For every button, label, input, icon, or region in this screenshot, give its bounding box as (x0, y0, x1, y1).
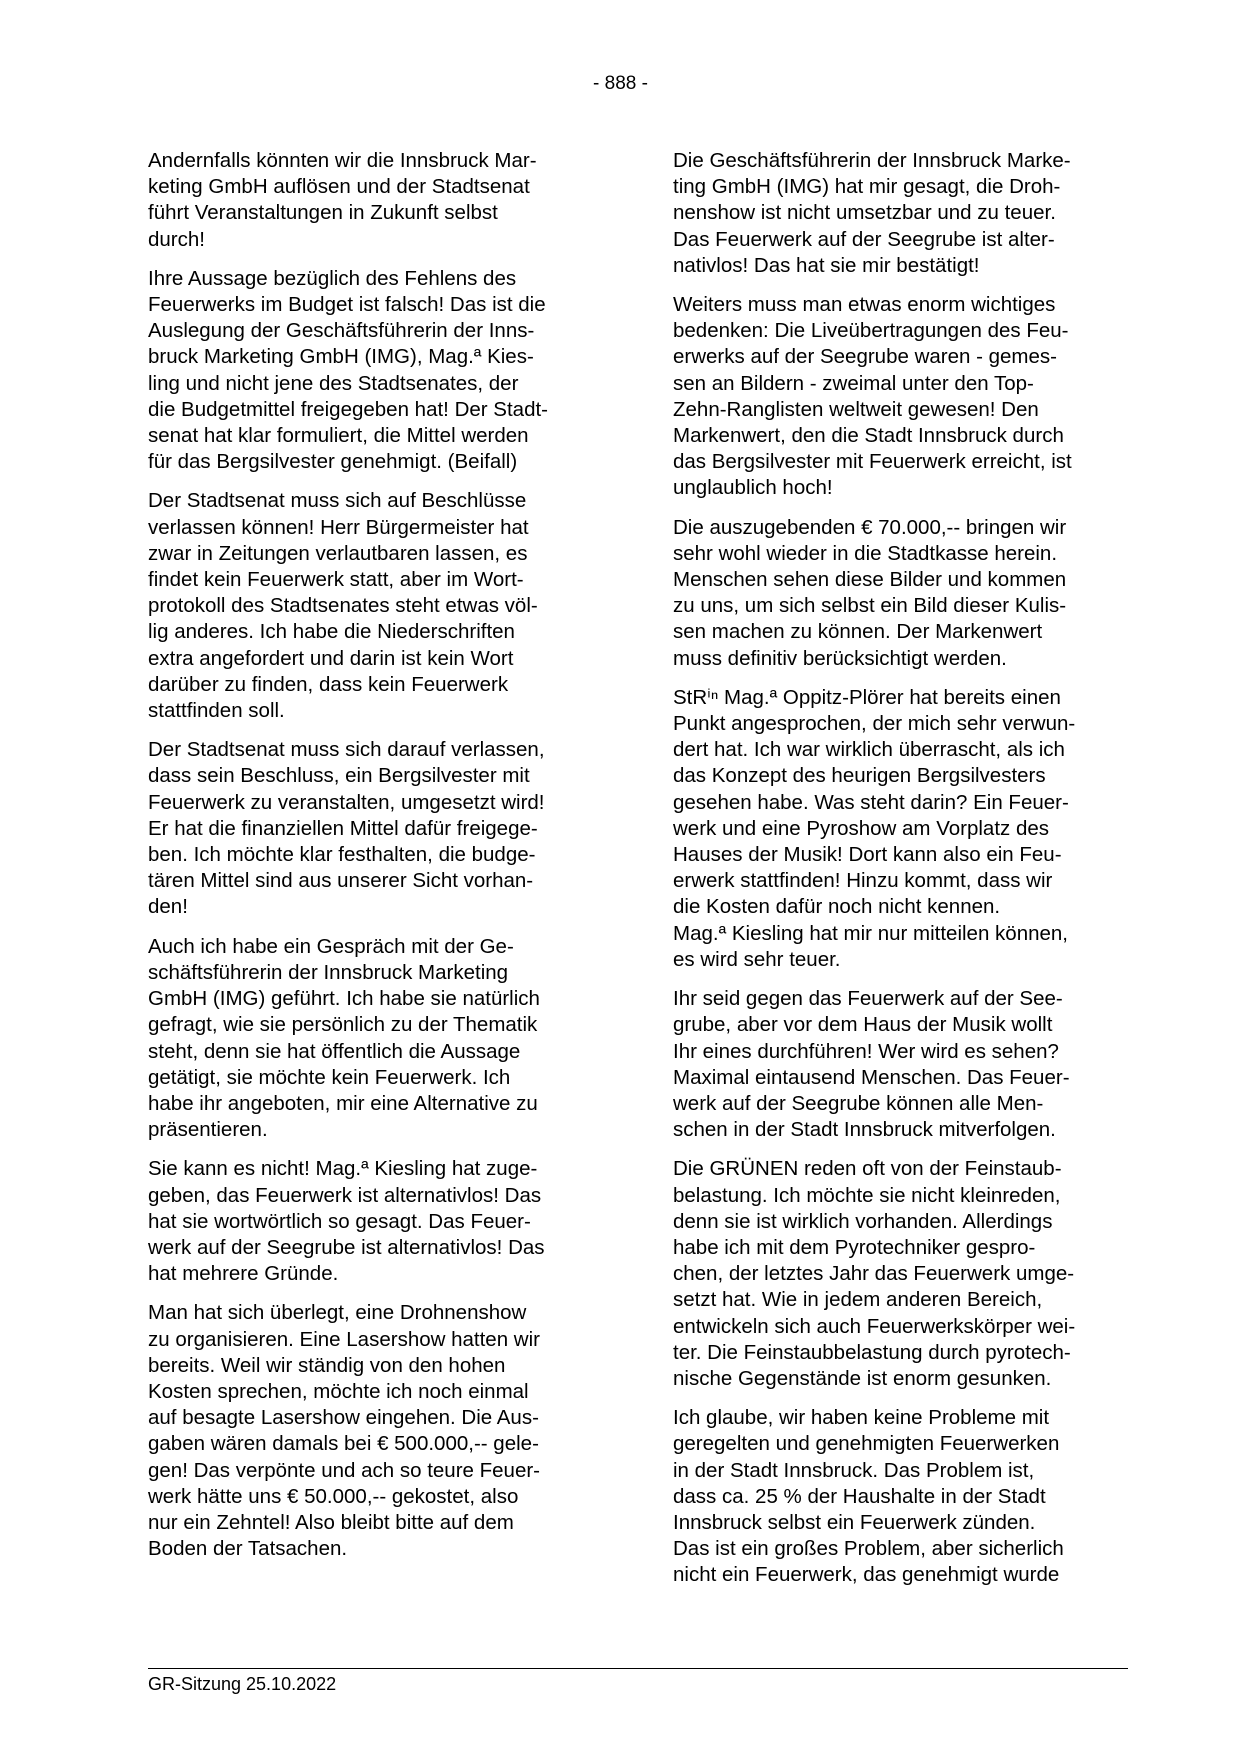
paragraph (148, 266, 596, 476)
text-line: schen in der Stadt Innsbruck mitverfolgen. (673, 1118, 1056, 1142)
text-line: sehr wohl wieder in die Stadtkasse herein. (673, 541, 1058, 565)
text-line: verlassen können! Herr Bürgermeister hat (148, 515, 529, 539)
text-line: schäftsführerin der Innsbruck Marketing (148, 960, 509, 984)
paragraph (148, 934, 596, 1144)
text-line: führt Veranstaltungen in Zukunft selbst (148, 201, 498, 225)
text-line: gefragt, wie sie persönlich zu der Thematik (148, 1013, 538, 1037)
text-line: senat hat klar formuliert, die Mittel werden (148, 424, 529, 448)
text-line: Das ist ein großes Problem, aber sicherlich (673, 1537, 1064, 1561)
text-line: belastung. Ich möchte sie nicht kleinreden, (673, 1183, 1061, 1207)
text-line: extra angefordert und darin ist kein Wort (148, 646, 514, 670)
paragraph (673, 986, 1121, 1143)
paragraph (673, 1156, 1121, 1392)
text-line: werk hätte uns € 50.000,-- gekostet, also (148, 1484, 519, 1508)
text-line: Menschen sehen diese Bilder und kommen (673, 568, 1067, 592)
text-line: bedenken: Die Liveübertragungen des Feu- (673, 319, 1069, 343)
text-line: entwickeln sich auch Feuerwerkskörper wei- (673, 1314, 1076, 1338)
text-line: Innsbruck selbst ein Feuerwerk zünden. (673, 1510, 1036, 1534)
text-line: ben. Ich möchte klar festhalten, die budge- (148, 843, 536, 867)
text-line: Er hat die finanziellen Mittel dafür freigege- (148, 816, 538, 840)
text-line: Andernfalls könnten wir die Innsbruck Mar- (148, 149, 537, 172)
text-line: die Budgetmittel freigegeben hat! Der Stadt- (148, 397, 548, 421)
paragraph (148, 1156, 596, 1287)
text-line: tären Mittel sind aus unserer Sicht vorhan- (148, 869, 534, 893)
text-line: die Kosten dafür noch nicht kennen. (673, 895, 1001, 919)
footer-divider (148, 1668, 1128, 1669)
text-line: werk auf der Seegrube ist alternativlos! Das (148, 1235, 545, 1259)
text-line: erwerks auf der Seegrube waren - gemes- (673, 345, 1057, 369)
paragraph (673, 292, 1121, 502)
text-line: bruck Marketing GmbH (IMG), Mag.ª Kies- (148, 345, 534, 369)
text-line: es wird sehr teuer. (673, 947, 841, 971)
text-line: sen machen zu können. Der Markenwert (673, 620, 1043, 644)
text-line: dert hat. Ich war wirklich überrascht, als ich (673, 738, 1065, 762)
footer-session-date: GR-Sitzung 25.10.2022 (148, 1674, 337, 1694)
text-line: setzt hat. Wie in jedem anderen Bereich, (673, 1288, 1043, 1312)
text-line: Ihre Aussage bezüglich des Fehlens des (148, 266, 517, 290)
text-line: keting GmbH auflösen und der Stadtsenat (148, 175, 530, 199)
text-line: Feuerwerks im Budget ist falsch! Das ist die (148, 293, 546, 317)
text-line: grube, aber vor dem Haus der Musik wollt (673, 1013, 1053, 1037)
text-line: lig anderes. Ich habe die Niederschriften (148, 620, 515, 644)
paragraph (148, 1300, 596, 1562)
text-line: nenshow ist nicht umsetzbar und zu teuer. (673, 201, 1056, 225)
paragraph (148, 148, 596, 253)
text-line: denn sie ist wirklich vorhanden. Allerdings (673, 1209, 1053, 1233)
text-line: Punkt angesprochen, der mich sehr verwun- (673, 712, 1076, 736)
text-line: zwar in Zeitungen verlautbaren lassen, es (148, 541, 528, 565)
text-line: gaben wären damals bei € 500.000,-- gele- (148, 1432, 539, 1456)
text-line: Markenwert, den die Stadt Innsbruck durch (673, 424, 1064, 448)
text-line: den! (148, 895, 188, 919)
paragraph (673, 148, 1121, 279)
text-line: Das Feuerwerk auf der Seegrube ist alter- (673, 227, 1055, 251)
text-line: Auch ich habe ein Gespräch mit der Ge- (148, 934, 514, 958)
text-line: darüber zu finden, dass kein Feuerwerk (148, 672, 509, 696)
text-line: unglaublich hoch! (673, 476, 833, 500)
text-line: getätigt, sie möchte kein Feuerwerk. Ich (148, 1065, 511, 1089)
text-line: ting GmbH (IMG) hat mir gesagt, die Droh- (673, 175, 1061, 199)
text-line: das Bergsilvester mit Feuerwerk erreicht, ist (673, 450, 1072, 474)
text-line: geben, das Feuerwerk ist alternativlos! Das (148, 1183, 542, 1207)
text-line: hat mehrere Gründe. (148, 1262, 339, 1286)
text-line: in der Stadt Innsbruck. Das Problem ist, (673, 1458, 1035, 1482)
text-line: findet kein Feuerwerk statt, aber im Wort- (148, 568, 524, 592)
text-line: dass ca. 25 % der Haushalte in der Stadt (673, 1484, 1046, 1508)
text-line: nativlos! Das hat sie mir bestätigt! (673, 253, 980, 277)
text-line: das Konzept des heurigen Bergsilvesters (673, 764, 1046, 788)
paragraph (148, 737, 596, 920)
paragraph (148, 488, 596, 724)
text-line: geregelten und genehmigten Feuerwerken (673, 1432, 1060, 1456)
paragraph (673, 515, 1121, 672)
text-line: protokoll des Stadtsenates steht etwas völ- (148, 594, 538, 618)
text-line: Der Stadtsenat muss sich auf Beschlüsse (148, 489, 527, 513)
text-line: gesehen habe. Was steht darin? Ein Feuer- (673, 790, 1069, 814)
text-line: zu uns, um sich selbst ein Bild dieser Kulis- (673, 594, 1067, 618)
text-line: ling und nicht jene des Stadtsenates, der (148, 371, 519, 395)
text-line: hat sie wortwörtlich so gesagt. Das Feuer- (148, 1209, 531, 1233)
text-line: Feuerwerk zu veranstalten, umgesetzt wird! (148, 790, 545, 814)
paragraph (673, 685, 1121, 973)
text-line: Weiters muss man etwas enorm wichtiges (673, 293, 1056, 317)
text-line: Die GRÜNEN reden oft von der Feinstaub- (673, 1157, 1062, 1181)
text-line: stattfinden soll. (148, 699, 285, 723)
text-line: habe ich mit dem Pyrotechniker gespro- (673, 1235, 1036, 1259)
text-line: Der Stadtsenat muss sich darauf verlassen, (148, 738, 545, 762)
text-line: Zehn-Ranglisten weltweit gewesen! Den (673, 397, 1039, 421)
text-line: Ihr seid gegen das Feuerwerk auf der See- (673, 987, 1063, 1011)
text-line: gen! Das verpönte und ach so teure Feuer- (148, 1458, 541, 1482)
text-line: durch! (148, 227, 205, 251)
text-line: werk und eine Pyroshow am Vorplatz des (673, 816, 1050, 840)
text-line: Auslegung der Geschäftsführerin der Inns- (148, 319, 535, 343)
text-line: nicht ein Feuerwerk, das genehmigt wurde (673, 1563, 1060, 1587)
text-line: zu organisieren. Eine Lasershow hatten wir (148, 1327, 540, 1351)
text-line: nische Gegenstände ist enorm gesunken. (673, 1366, 1052, 1390)
text-line: GmbH (IMG) geführt. Ich habe sie natürlich (148, 987, 540, 1011)
text-line: StRⁱⁿ Mag.ª Oppitz-Plörer hat bereits einen (673, 685, 1061, 709)
text-line: steht, denn sie hat öffentlich die Aussage (148, 1039, 521, 1063)
text-line: Sie kann es nicht! Mag.ª Kiesling hat zuge- (148, 1157, 538, 1181)
text-line: bereits. Weil wir ständig von den hohen (148, 1353, 506, 1377)
text-line: auf besagte Lasershow eingehen. Die Aus- (148, 1406, 539, 1430)
text-line: für das Bergsilvester genehmigt. (Beifall) (148, 450, 518, 474)
text-line: Hauses der Musik! Dort kann also ein Feu- (673, 843, 1062, 867)
text-line: sen an Bildern - zweimal unter den Top- (673, 371, 1034, 395)
left-column (148, 148, 596, 1575)
text-line: Man hat sich überlegt, eine Drohnenshow (148, 1301, 527, 1325)
text-line: chen, der letztes Jahr das Feuerwerk umge- (673, 1262, 1075, 1286)
text-line: präsentieren. (148, 1118, 268, 1142)
text-line: werk auf der Seegrube können alle Men- (673, 1091, 1044, 1115)
right-column (673, 148, 1121, 1602)
text-line: Boden der Tatsachen. (148, 1537, 348, 1561)
page-number: - 888 - (593, 73, 648, 94)
text-line: Ihr eines durchführen! Wer wird es sehen? (673, 1039, 1059, 1063)
text-line: Ich glaube, wir haben keine Probleme mit (673, 1406, 1050, 1430)
text-line: dass sein Beschluss, ein Bergsilvester mit (148, 764, 530, 788)
text-line: habe ihr angeboten, mir eine Alternative zu (148, 1091, 538, 1115)
text-line: Kosten sprechen, möchte ich noch einmal (148, 1379, 529, 1403)
text-line: erwerk stattfinden! Hinzu kommt, dass wir (673, 869, 1053, 893)
text-line: Mag.ª Kiesling hat mir nur mitteilen können, (673, 921, 1068, 945)
text-line: Die auszugebenden € 70.000,-- bringen wir (673, 515, 1067, 539)
text-line: ter. Die Feinstaubbelastung durch pyrotech- (673, 1340, 1071, 1364)
text-line: muss definitiv berücksichtigt werden. (673, 646, 1007, 670)
text-line: nur ein Zehntel! Also bleibt bitte auf dem (148, 1510, 514, 1534)
text-line: Die Geschäftsführerin der Innsbruck Marke- (673, 149, 1071, 172)
paragraph (673, 1405, 1121, 1588)
text-line: Maximal eintausend Menschen. Das Feuer- (673, 1065, 1070, 1089)
